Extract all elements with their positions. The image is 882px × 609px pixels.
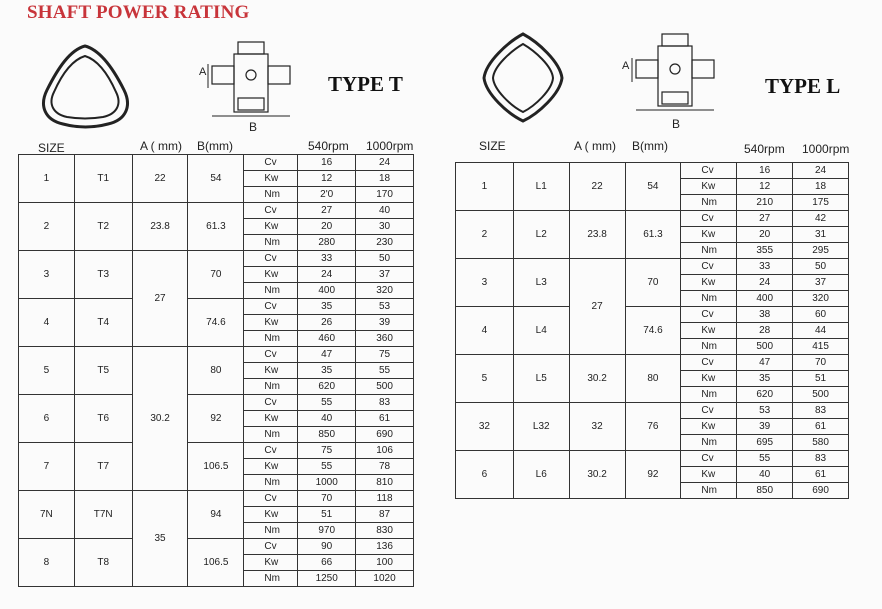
unit-cell: Kw	[681, 179, 737, 195]
value-540-cell: 2'0	[298, 187, 356, 203]
a-dimension-cell: 30.2	[132, 347, 188, 491]
value-1000-cell: 830	[356, 523, 414, 539]
a-dimension-cell: 22	[569, 163, 625, 211]
value-540-cell: 40	[298, 411, 356, 427]
unit-cell: Nm	[681, 291, 737, 307]
universal-joint-cross-diagram-t	[198, 38, 298, 133]
unit-cell: Kw	[244, 411, 298, 427]
value-540-cell: 53	[737, 403, 793, 419]
header-540rpm-t: 540rpm	[308, 139, 349, 153]
unit-cell: Kw	[244, 459, 298, 475]
unit-cell: Kw	[681, 323, 737, 339]
header-a-t: A ( mm)	[140, 139, 182, 153]
value-1000-cell: 320	[356, 283, 414, 299]
b-dimension-cell: 80	[625, 355, 681, 403]
table-row	[456, 211, 849, 227]
b-dimension-cell: 61.3	[625, 211, 681, 259]
b-dimension-cell: 94	[188, 491, 244, 539]
dimension-b-label-l: B	[672, 117, 681, 131]
unit-cell: Kw	[681, 371, 737, 387]
model-cell: L3	[513, 259, 569, 307]
value-540-cell: 55	[298, 459, 356, 475]
universal-joint-cross-diagram-l	[620, 30, 720, 125]
value-1000-cell: 55	[356, 363, 414, 379]
a-dimension-cell: 35	[132, 491, 188, 587]
unit-cell: Kw	[681, 467, 737, 483]
header-b-l: B(mm)	[632, 139, 668, 153]
header-b-t: B(mm)	[197, 139, 233, 153]
value-540-cell: 620	[298, 379, 356, 395]
header-540rpm-l: 540rpm	[744, 142, 785, 156]
value-540-cell: 355	[737, 243, 793, 259]
model-cell: L32	[513, 403, 569, 451]
value-540-cell: 16	[737, 163, 793, 179]
table-row	[19, 251, 414, 267]
size-cell: 32	[456, 403, 514, 451]
value-1000-cell: 690	[793, 483, 849, 499]
value-1000-cell: 175	[793, 195, 849, 211]
unit-cell: Cv	[681, 259, 737, 275]
value-1000-cell: 50	[793, 259, 849, 275]
value-1000-cell: 106	[356, 443, 414, 459]
unit-cell: Nm	[244, 235, 298, 251]
unit-cell: Nm	[244, 523, 298, 539]
size-cell: 1	[456, 163, 514, 211]
table-row	[19, 155, 414, 171]
a-dimension-cell: 23.8	[132, 203, 188, 251]
triangular-tube-profile-diagram	[38, 40, 133, 135]
value-1000-cell: 83	[793, 403, 849, 419]
header-a-l: A ( mm)	[574, 139, 616, 153]
value-540-cell: 12	[737, 179, 793, 195]
value-540-cell: 400	[737, 291, 793, 307]
unit-cell: Cv	[244, 347, 298, 363]
value-540-cell: 47	[298, 347, 356, 363]
unit-cell: Cv	[244, 539, 298, 555]
size-cell: 2	[456, 211, 514, 259]
page-title: SHAFT POWER RATING	[27, 2, 250, 23]
value-1000-cell: 230	[356, 235, 414, 251]
unit-cell: Nm	[244, 475, 298, 491]
value-1000-cell: 690	[356, 427, 414, 443]
value-540-cell: 40	[737, 467, 793, 483]
value-540-cell: 12	[298, 171, 356, 187]
size-cell: 6	[456, 451, 514, 499]
unit-cell: Cv	[681, 307, 737, 323]
a-dimension-cell: 23.8	[569, 211, 625, 259]
model-cell: T8	[74, 539, 132, 587]
model-cell: T5	[74, 347, 132, 395]
size-cell: 3	[19, 251, 75, 299]
value-1000-cell: 24	[356, 155, 414, 171]
value-540-cell: 28	[737, 323, 793, 339]
table-row	[456, 403, 849, 419]
value-540-cell: 75	[298, 443, 356, 459]
unit-cell: Cv	[244, 443, 298, 459]
size-cell: 4	[19, 299, 75, 347]
unit-cell: Cv	[681, 403, 737, 419]
dimension-a-label-t: A	[199, 66, 207, 78]
value-1000-cell: 500	[793, 387, 849, 403]
value-1000-cell: 61	[793, 419, 849, 435]
unit-cell: Cv	[244, 251, 298, 267]
value-540-cell: 55	[298, 395, 356, 411]
model-cell: L5	[513, 355, 569, 403]
size-cell: 8	[19, 539, 75, 587]
value-540-cell: 26	[298, 315, 356, 331]
unit-cell: Kw	[244, 267, 298, 283]
model-cell: L1	[513, 163, 569, 211]
header-1000rpm-l: 1000rpm	[802, 142, 850, 156]
table-row	[456, 307, 849, 323]
value-540-cell: 24	[737, 275, 793, 291]
table-row	[456, 259, 849, 275]
value-1000-cell: 500	[356, 379, 414, 395]
unit-cell: Cv	[244, 299, 298, 315]
value-1000-cell: 87	[356, 507, 414, 523]
unit-cell: Cv	[681, 163, 737, 179]
value-1000-cell: 30	[356, 219, 414, 235]
unit-cell: Kw	[681, 227, 737, 243]
value-1000-cell: 39	[356, 315, 414, 331]
a-dimension-cell: 27	[132, 251, 188, 347]
value-540-cell: 70	[298, 491, 356, 507]
unit-cell: Nm	[681, 483, 737, 499]
value-1000-cell: 75	[356, 347, 414, 363]
unit-cell: Nm	[244, 571, 298, 587]
header-size-l: SIZE	[479, 139, 506, 153]
unit-cell: Kw	[244, 315, 298, 331]
a-dimension-cell: 32	[569, 403, 625, 451]
b-dimension-cell: 70	[625, 259, 681, 307]
size-cell: 2	[19, 203, 75, 251]
value-1000-cell: 42	[793, 211, 849, 227]
b-dimension-cell: 74.6	[188, 299, 244, 347]
unit-cell: Nm	[681, 387, 737, 403]
model-cell: T2	[74, 203, 132, 251]
unit-cell: Cv	[244, 491, 298, 507]
unit-cell: Cv	[244, 155, 298, 171]
value-540-cell: 35	[298, 299, 356, 315]
b-dimension-cell: 92	[188, 395, 244, 443]
b-dimension-cell: 106.5	[188, 539, 244, 587]
value-540-cell: 1250	[298, 571, 356, 587]
a-dimension-cell: 27	[569, 259, 625, 355]
value-1000-cell: 51	[793, 371, 849, 387]
value-540-cell: 35	[298, 363, 356, 379]
model-cell: T7	[74, 443, 132, 491]
value-1000-cell: 83	[356, 395, 414, 411]
b-dimension-cell: 76	[625, 403, 681, 451]
value-540-cell: 850	[298, 427, 356, 443]
unit-cell: Nm	[244, 187, 298, 203]
dimension-b-label-t: B	[249, 120, 258, 134]
value-540-cell: 24	[298, 267, 356, 283]
table-row	[19, 443, 414, 459]
value-540-cell: 47	[737, 355, 793, 371]
value-1000-cell: 18	[793, 179, 849, 195]
unit-cell: Cv	[681, 355, 737, 371]
type-t-rating-table	[18, 154, 414, 587]
value-1000-cell: 37	[793, 275, 849, 291]
value-540-cell: 38	[737, 307, 793, 323]
value-1000-cell: 118	[356, 491, 414, 507]
b-dimension-cell: 54	[188, 155, 244, 203]
model-cell: T4	[74, 299, 132, 347]
unit-cell: Cv	[244, 203, 298, 219]
b-dimension-cell: 70	[188, 251, 244, 299]
value-540-cell: 39	[737, 419, 793, 435]
size-cell: 6	[19, 395, 75, 443]
size-cell: 3	[456, 259, 514, 307]
value-1000-cell: 78	[356, 459, 414, 475]
value-1000-cell: 61	[356, 411, 414, 427]
value-1000-cell: 40	[356, 203, 414, 219]
value-540-cell: 210	[737, 195, 793, 211]
unit-cell: Cv	[681, 451, 737, 467]
model-cell: L2	[513, 211, 569, 259]
model-cell: T7N	[74, 491, 132, 539]
value-540-cell: 27	[298, 203, 356, 219]
dimension-a-label-l: A	[622, 60, 630, 72]
b-dimension-cell: 54	[625, 163, 681, 211]
value-1000-cell: 415	[793, 339, 849, 355]
table-row	[19, 203, 414, 219]
value-540-cell: 280	[298, 235, 356, 251]
a-dimension-cell: 30.2	[569, 355, 625, 403]
type-t-label: TYPE T	[328, 72, 403, 96]
b-dimension-cell: 80	[188, 347, 244, 395]
unit-cell: Kw	[244, 219, 298, 235]
header-1000rpm-t: 1000rpm	[366, 139, 414, 153]
unit-cell: Kw	[244, 555, 298, 571]
value-1000-cell: 53	[356, 299, 414, 315]
unit-cell: Nm	[244, 427, 298, 443]
value-540-cell: 620	[737, 387, 793, 403]
value-1000-cell: 320	[793, 291, 849, 307]
value-540-cell: 695	[737, 435, 793, 451]
unit-cell: Kw	[681, 275, 737, 291]
unit-cell: Nm	[681, 435, 737, 451]
unit-cell: Cv	[244, 395, 298, 411]
value-1000-cell: 136	[356, 539, 414, 555]
model-cell: L4	[513, 307, 569, 355]
value-1000-cell: 50	[356, 251, 414, 267]
unit-cell: Kw	[244, 507, 298, 523]
size-cell: 7	[19, 443, 75, 491]
value-1000-cell: 83	[793, 451, 849, 467]
value-1000-cell: 170	[356, 187, 414, 203]
value-540-cell: 20	[298, 219, 356, 235]
type-l-rating-table	[455, 162, 849, 499]
value-540-cell: 27	[737, 211, 793, 227]
unit-cell: Nm	[681, 195, 737, 211]
value-540-cell: 66	[298, 555, 356, 571]
table-row	[19, 395, 414, 411]
lemon-tube-profile-diagram	[478, 30, 568, 125]
value-1000-cell: 24	[793, 163, 849, 179]
unit-cell: Kw	[244, 171, 298, 187]
value-1000-cell: 70	[793, 355, 849, 371]
value-540-cell: 970	[298, 523, 356, 539]
a-dimension-cell: 22	[132, 155, 188, 203]
b-dimension-cell: 92	[625, 451, 681, 499]
unit-cell: Nm	[244, 283, 298, 299]
unit-cell: Nm	[681, 339, 737, 355]
value-540-cell: 20	[737, 227, 793, 243]
value-540-cell: 500	[737, 339, 793, 355]
value-540-cell: 1000	[298, 475, 356, 491]
unit-cell: Nm	[244, 379, 298, 395]
table-row	[19, 299, 414, 315]
value-1000-cell: 31	[793, 227, 849, 243]
table-row	[456, 451, 849, 467]
size-cell: 5	[456, 355, 514, 403]
size-cell: 4	[456, 307, 514, 355]
value-1000-cell: 44	[793, 323, 849, 339]
unit-cell: Nm	[244, 331, 298, 347]
table-row	[456, 163, 849, 179]
table-row	[19, 539, 414, 555]
value-1000-cell: 61	[793, 467, 849, 483]
model-cell: T6	[74, 395, 132, 443]
unit-cell: Kw	[244, 363, 298, 379]
value-540-cell: 51	[298, 507, 356, 523]
value-540-cell: 55	[737, 451, 793, 467]
value-540-cell: 850	[737, 483, 793, 499]
value-540-cell: 400	[298, 283, 356, 299]
model-cell: T1	[74, 155, 132, 203]
table-row	[19, 491, 414, 507]
model-cell: T3	[74, 251, 132, 299]
value-1000-cell: 60	[793, 307, 849, 323]
value-1000-cell: 580	[793, 435, 849, 451]
value-1000-cell: 810	[356, 475, 414, 491]
value-1000-cell: 100	[356, 555, 414, 571]
size-cell: 5	[19, 347, 75, 395]
size-cell: 1	[19, 155, 75, 203]
value-540-cell: 33	[737, 259, 793, 275]
unit-cell: Cv	[681, 211, 737, 227]
header-size-t: SIZE	[38, 141, 65, 155]
value-540-cell: 33	[298, 251, 356, 267]
unit-cell: Kw	[681, 419, 737, 435]
value-1000-cell: 37	[356, 267, 414, 283]
value-1000-cell: 18	[356, 171, 414, 187]
b-dimension-cell: 74.6	[625, 307, 681, 355]
size-cell: 7N	[19, 491, 75, 539]
b-dimension-cell: 106.5	[188, 443, 244, 491]
value-540-cell: 460	[298, 331, 356, 347]
value-1000-cell: 295	[793, 243, 849, 259]
unit-cell: Nm	[681, 243, 737, 259]
type-l-label: TYPE L	[765, 74, 841, 98]
value-1000-cell: 360	[356, 331, 414, 347]
value-540-cell: 90	[298, 539, 356, 555]
a-dimension-cell: 30.2	[569, 451, 625, 499]
model-cell: L6	[513, 451, 569, 499]
table-row	[456, 355, 849, 371]
value-540-cell: 35	[737, 371, 793, 387]
value-540-cell: 16	[298, 155, 356, 171]
b-dimension-cell: 61.3	[188, 203, 244, 251]
table-row	[19, 347, 414, 363]
value-1000-cell: 1020	[356, 571, 414, 587]
